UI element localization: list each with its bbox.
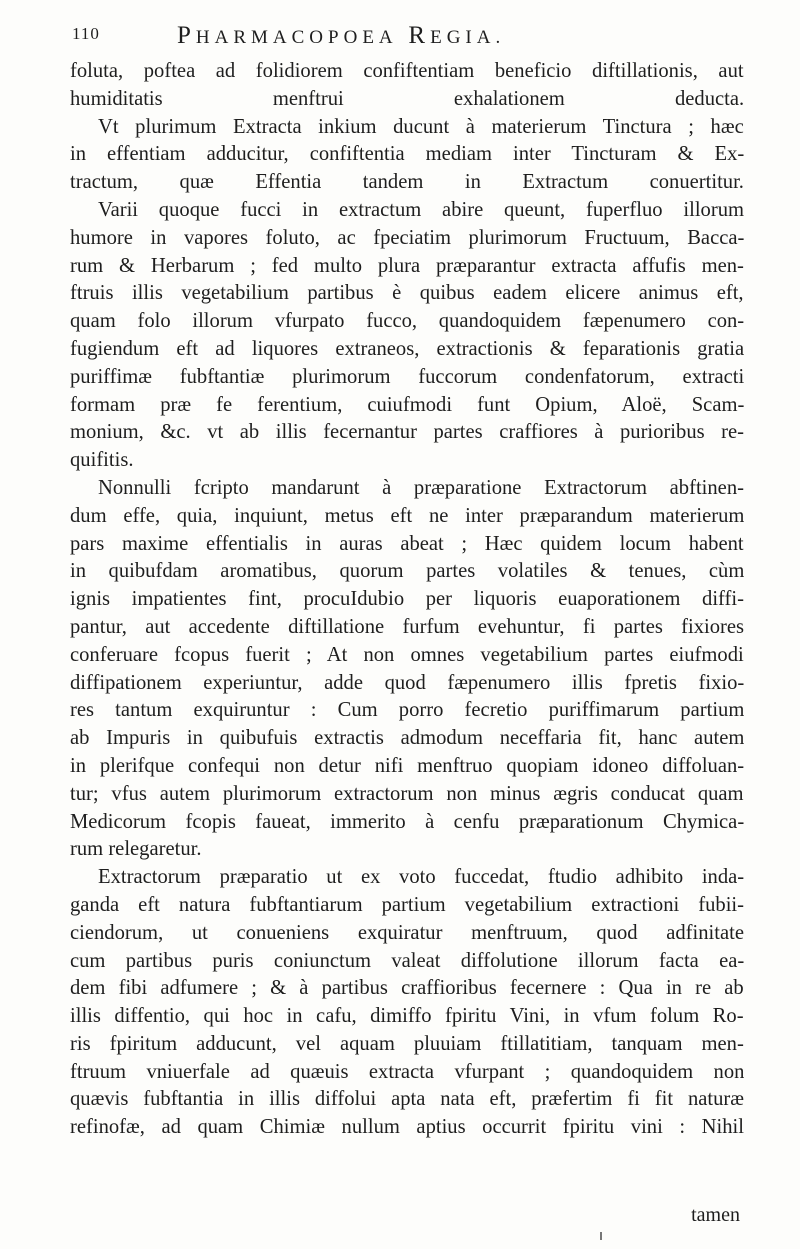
paragraph-start-line: Varii quoque fucci in extractum abire queunt, fuperfluo illorum: [98, 198, 744, 221]
text-line: quifitis.: [70, 449, 134, 472]
text-line: dem fibi adfumere ; & à partibus craffioribus fecernere : Qua in re ab: [70, 977, 744, 1000]
text-line: ganda eft natura fubftantiarum partium vegetabilium extractioni fubii-: [70, 893, 744, 916]
text-line: rum & Herbarum ; fed multo plura præparantur extracta affufis men-: [70, 254, 744, 277]
text-line: ab Impuris in quibufuis extractis admodum neceffaria fit, hanc autem: [70, 727, 744, 750]
running-title: [177, 22, 505, 50]
text-line: pantur, aut accedente diftillatione furfum evehuntur, fi partes fixiores: [70, 615, 744, 638]
text-line: puriffimæ fubftantiæ plurimorum fuccorum condenfatorum, extracti: [70, 365, 744, 388]
text-line: fugiendum eft ad liquores extraneos, extractionis & feparationis gratia: [70, 337, 744, 360]
text-line: ftruum vniuerfale ad quæuis extracta vfurpant ; quandoquidem non: [70, 1060, 744, 1083]
text-line: foluta, poftea ad folidiorem confiftentiam beneficio diftillationis, aut: [70, 60, 744, 82]
text-line: diffipationem experiuntur, adde quod fæpenumero illis fpretis fixio-: [70, 671, 744, 694]
text-line: humore in vapores foluto, ac fpeciatim plurimorum Fructuum, Bacca-: [70, 226, 744, 249]
text-line: illis diffentio, qui hoc in cafu, dimiffo fpiritu Vini, in vfum folum Ro-: [70, 1005, 744, 1028]
text-line: monium, &c. vt ab illis fecernantur partes craffiores à purioribus re-: [70, 421, 744, 444]
text-line: cum partibus puris coniunctum valeat diffolutione illorum facta ea-: [70, 949, 744, 972]
text-line: quævis fubftantia in illis diffolui apta nata eft, præfertim fi fit naturæ: [70, 1088, 744, 1111]
running-title-word2: EGIA.: [430, 27, 506, 48]
page-number: 110: [72, 24, 100, 43]
text-line: conferuare fcopus fuerit ; At non omnes vegetabilium partes eiufmodi: [70, 643, 744, 666]
text-line: in plerifque confequi non detur nifi menftruo quopiam idoneo diffoluan-: [70, 754, 744, 777]
text-line: ris fpiritum adducunt, vel aquam pluuiam ftillatitiam, tanquam men-: [70, 1032, 744, 1055]
paragraph-start-line: Nonnulli fcripto mandarunt à præparatione Extractorum abftinen-: [98, 476, 744, 499]
ink-mark: [600, 1232, 602, 1240]
text-line: Medicorum fcopis faueat, immerito à cenfu præparationum Chymica-: [70, 810, 744, 833]
text-line: refinofæ, ad quam Chimiæ nullum aptius occurrit fpiritu vini : Nihil: [70, 1116, 744, 1139]
text-line: in quibufdam aromatibus, quorum partes volatiles & tenues, cùm: [70, 560, 744, 583]
text-line: humiditatis menftrui exhalationem deducta.: [70, 87, 744, 110]
running-title-word1: HARMACOPOEA: [195, 27, 398, 48]
running-title-initial: P: [177, 22, 196, 49]
catchword: tamen: [691, 1204, 740, 1226]
text-line: ignis impatientes fint, procuIdubio per liquoris euaporationem diffi-: [70, 588, 744, 611]
text-line: tractum, quæ Effentia tandem in Extractum conuertitur.: [70, 171, 744, 194]
text-line: dum effe, quia, inquiunt, metus eft ne inter præparandum materierum: [70, 504, 744, 527]
paragraph-start-line: Vt plurimum Extracta inkium ducunt à materierum Tinctura ; hæc: [98, 115, 744, 138]
text-line: in effentiam adducitur, confiftentia mediam inter Tincturam & Ex-: [70, 143, 744, 166]
text-line: rum relegaretur.: [70, 838, 202, 861]
text-line: quam folo illorum vfurpato fucco, quandoquidem fæpenumero con-: [70, 310, 744, 333]
running-title-initial-2: R: [408, 22, 431, 49]
text-line: ftruis illis vegetabilium partibus è quibus eadem elicere animus eft,: [70, 282, 744, 305]
text-line: res tantum exquiruntur : Cum porro fecretio puriffimarum partium: [70, 699, 744, 722]
running-head: [72, 22, 742, 52]
text-line: ciendorum, ut conueniens exquiratur menftruum, quod adfinitate: [70, 921, 744, 944]
text-line: tur; vfus autem plurimorum extractorum non minus ægris conducat quam: [70, 782, 744, 805]
paragraph-start-line: Extractorum præparatio ut ex voto fuccedat, ftudio adhibito inda-: [98, 866, 744, 889]
body-text: [70, 58, 744, 1142]
text-line: pars maxime effentialis in auras abeat ; Hæc quidem locum habent: [70, 532, 744, 555]
text-line: formam præ fe ferentium, cuiufmodi funt Opium, Aloë, Scam-: [70, 393, 744, 416]
